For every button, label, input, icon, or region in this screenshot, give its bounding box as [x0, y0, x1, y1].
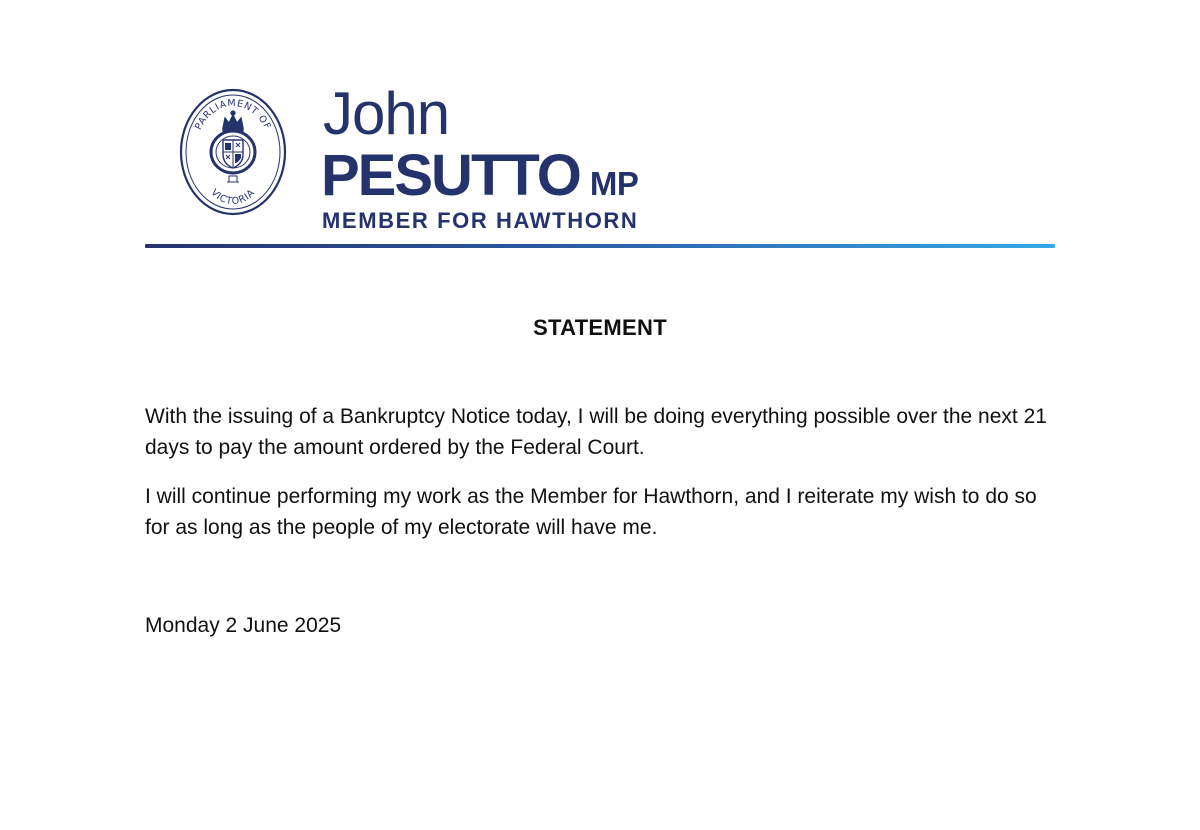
seal-text-bottom: VICTORIA — [208, 187, 258, 208]
statement-paragraph: I will continue performing my work as the Member for Hawthorn, and I reiterate my wish to do so for as long as the people of my electorate will have me. — [145, 485, 1037, 539]
letterhead — [145, 80, 1055, 250]
mp-suffix: MP — [589, 165, 639, 202]
mp-surname: PESUTTO — [321, 143, 580, 208]
mp-first-name: John — [323, 80, 450, 147]
seal-text-top: PARLIAMENT OF — [193, 97, 273, 132]
statement-date: Monday 2 June 2025 — [145, 614, 342, 637]
letterhead-divider — [145, 244, 1055, 248]
mp-surname-row — [321, 144, 638, 208]
parliament-of-victoria-seal-icon — [179, 88, 287, 216]
svg-text:VICTORIA — [208, 187, 257, 207]
mp-electorate-title: MEMBER FOR HAWTHORN — [322, 208, 639, 233]
statement-heading: STATEMENT — [533, 315, 667, 340]
statement-paragraph: With the issuing of a Bankruptcy Notice today, I will be doing everything possible over the next 21 days to pay the amount ordered by the Federal Court. — [145, 405, 1047, 459]
